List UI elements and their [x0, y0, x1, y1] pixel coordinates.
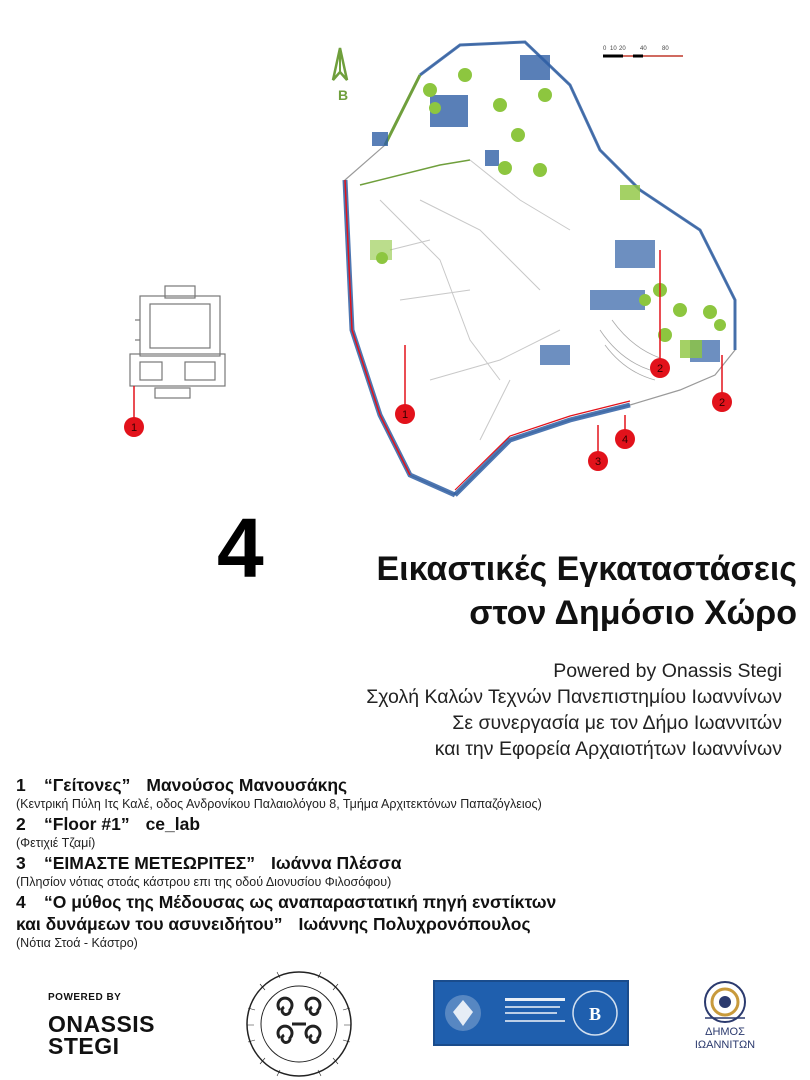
work-location: (Νότια Στοά - Κάστρο) — [16, 936, 138, 950]
svg-text:2: 2 — [656, 363, 664, 375]
heading — [205, 501, 805, 640]
heading-line-2: στον Δημόσιο Χώρο — [469, 594, 797, 632]
ephorate-emblem-icon — [435, 982, 627, 1044]
credit-line: Powered by Onassis Stegi — [553, 660, 782, 682]
work-number: 4 — [16, 892, 26, 912]
work-title-continued: και δυνάμεων του ασυνειδήτου” — [16, 914, 283, 934]
svg-text:1: 1 — [401, 409, 409, 421]
work-title: “Floor #1” — [44, 814, 130, 834]
work-artist: ce_lab — [145, 814, 201, 834]
mosque-floor-plan — [130, 286, 225, 398]
work-number: 3 — [16, 853, 26, 873]
heading-line-1: Εικαστικές Εγκαταστάσεις — [376, 550, 797, 588]
credit-line: Σχολή Καλών Τεχνών Πανεπιστημίου Ιωαννίνων — [366, 686, 782, 708]
work-artist: Ιωάννης Πολυχρονόπουλος — [298, 914, 531, 934]
work-title: “Γείτονες” — [44, 775, 131, 795]
svg-text:3: 3 — [594, 456, 602, 468]
scale-bar — [603, 46, 683, 56]
work-location: (Πλησίον νότιας στοάς κάστρου επι της οδού Διονυσίου Φιλοσόφου) — [16, 875, 392, 889]
work-artist: Μανούσος Μανουσάκης — [146, 775, 348, 795]
university-seal-logo — [240, 970, 358, 1078]
svg-text:Β: Β — [588, 1004, 602, 1024]
location-marker-1-plan[interactable] — [124, 417, 144, 437]
work-artist: Ιωάννα Πλέσσα — [271, 853, 402, 873]
scale-tick-0: 0 — [603, 46, 607, 52]
works-list — [16, 774, 796, 952]
work-title: “ΕΙΜΑΣΤΕ ΜΕΤΕΩΡΙΤΕΣ” — [44, 853, 256, 873]
castle-site-map — [0, 0, 810, 520]
scale-tick-80: 80 — [662, 46, 669, 52]
credits-block — [366, 658, 782, 762]
north-label: Β — [337, 87, 349, 103]
credit-line: και την Εφορεία Αρχαιοτήτων Ιωαννίνων — [434, 738, 782, 760]
svg-text:2: 2 — [718, 397, 726, 409]
location-marker-3[interactable] — [588, 451, 608, 471]
work-location: (Κεντρική Πύλη Ιτς Καλέ, οδος Ανδρονίκου Παλαιολόγου 8, Τμήμα Αρχιτεκτόνων Παπαζόγλειος) — [16, 797, 542, 811]
work-title: “Ο μύθος της Μέδουσας ως αναπαραστατική πηγή ενστίκτων — [44, 892, 557, 912]
scale-tick-40: 40 — [640, 46, 647, 52]
installations-count: 4 — [217, 501, 264, 595]
work-location: (Φετιχιέ Τζαμί) — [16, 836, 96, 850]
work-item — [16, 852, 796, 891]
municipality-name: ΔΗΜΟΣ ΙΩΑΝΝΙΤΩΝ — [694, 1026, 756, 1051]
scale-tick-10: 10 — [610, 46, 617, 52]
castle-walls — [345, 42, 735, 495]
scale-tick-20: 20 — [619, 46, 626, 52]
svg-text:4: 4 — [621, 434, 629, 446]
location-marker-1-gate[interactable] — [395, 404, 415, 424]
north-arrow-icon — [333, 48, 347, 80]
work-number: 1 — [16, 775, 26, 795]
partner-logos — [0, 970, 810, 1080]
work-item — [16, 774, 796, 813]
ephorate-museum-logo — [433, 980, 629, 1046]
location-marker-4[interactable] — [615, 429, 635, 449]
credit-line: Σε συνεργασία με τον Δήμο Ιωαννιτών — [452, 712, 782, 734]
work-number: 2 — [16, 814, 26, 834]
work-item — [16, 813, 796, 852]
location-marker-2-mosque[interactable] — [712, 392, 732, 412]
location-marker-2-inner[interactable] — [650, 358, 670, 378]
work-item — [16, 891, 796, 952]
svg-text:1: 1 — [130, 422, 138, 434]
onassis-stegi-logo: POWERED BY ONASSIS STEGI — [48, 992, 156, 1059]
municipality-emblem-icon — [695, 978, 755, 1024]
